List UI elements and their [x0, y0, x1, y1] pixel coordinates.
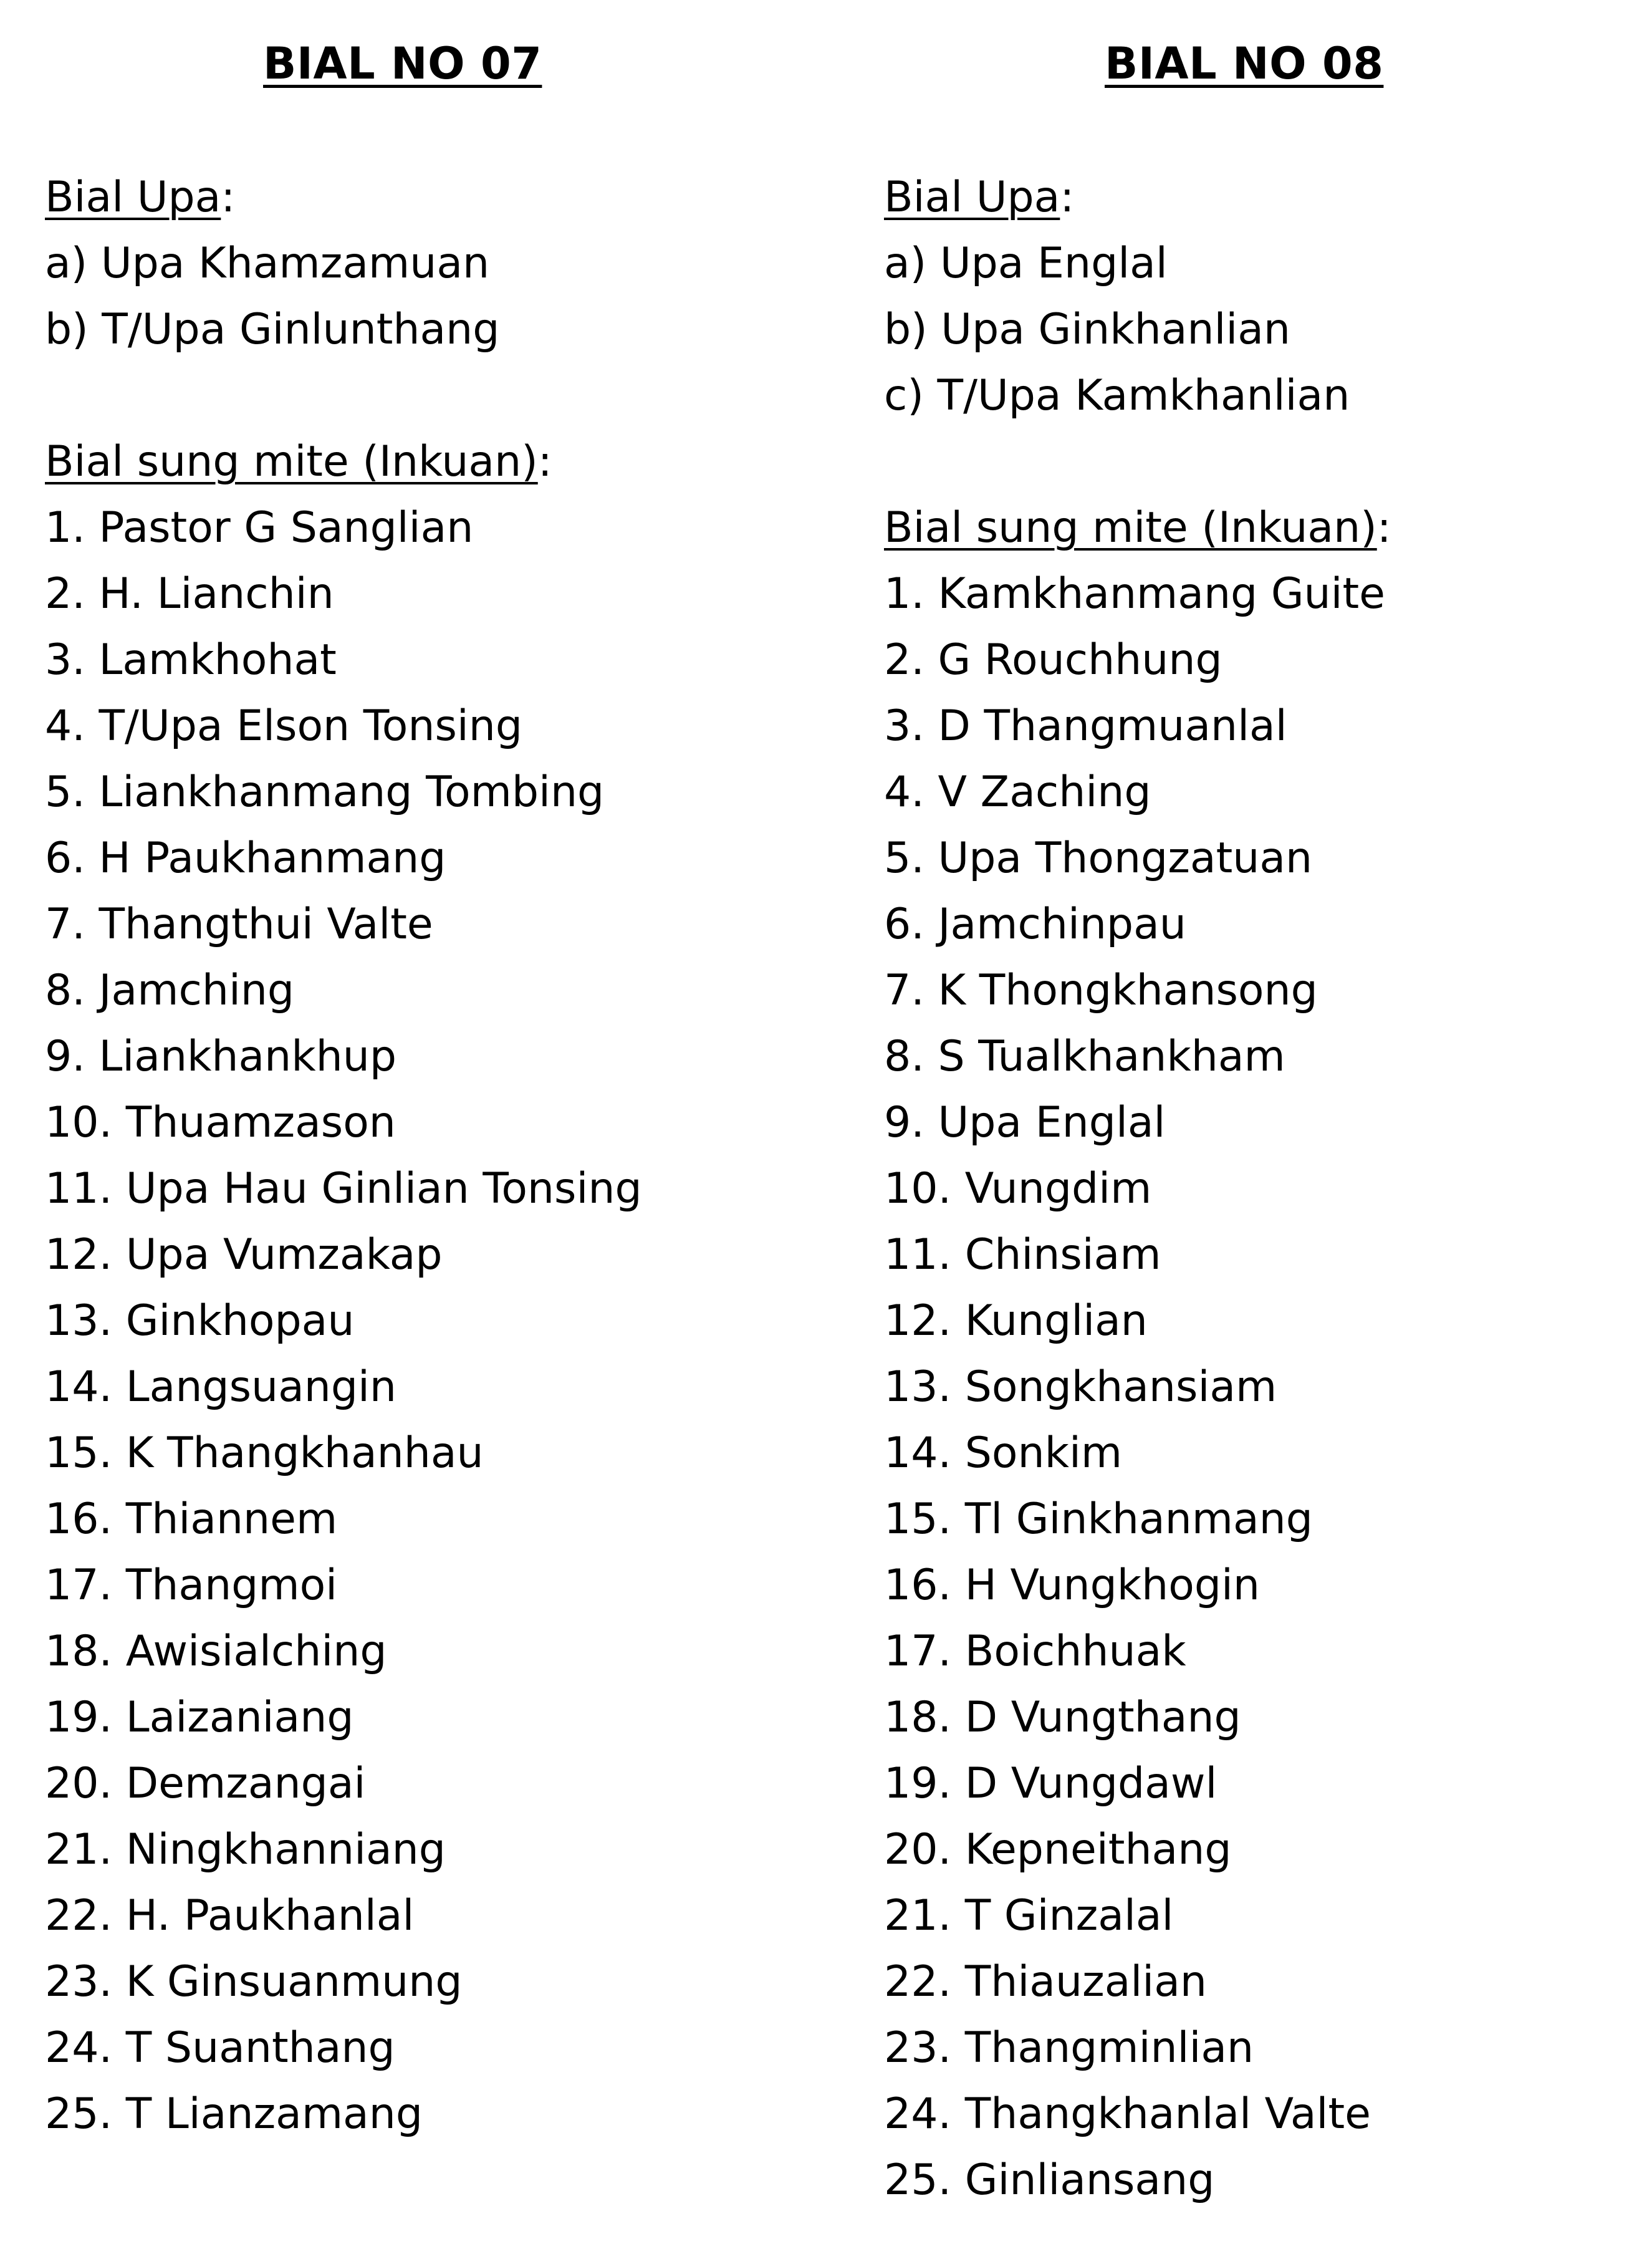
bial-08-members-title: Bial sung mite (Inkuan):: [884, 503, 1391, 552]
bial-08-member: 12. Kunglian: [884, 1296, 1148, 1346]
bial-07-member: 18. Awisialching: [45, 1627, 387, 1676]
bial-07-member: 22. H. Paukhanlal: [45, 1891, 415, 1940]
bial-07-member: 10. Thuamzason: [45, 1098, 396, 1147]
bial-07-member: 8. Jamching: [45, 966, 295, 1015]
bial-08-member: 18. D Vungthang: [884, 1693, 1241, 1742]
bial-07-member: 4. T/Upa Elson Tonsing: [45, 701, 523, 751]
bial-07-member: 19. Laizaniang: [45, 1693, 354, 1742]
bial-08-member: 10. Vungdim: [884, 1164, 1152, 1213]
bial-08-member: 17. Boichhuak: [884, 1627, 1186, 1676]
bial-07-member: 16. Thiannem: [45, 1495, 338, 1544]
bial-08-member: 13. Songkhansiam: [884, 1362, 1277, 1412]
bial-08-member: 1. Kamkhanmang Guite: [884, 569, 1386, 619]
bial-08-member: 16. H Vungkhogin: [884, 1561, 1261, 1610]
bial-08-member: 4. V Zaching: [884, 768, 1151, 817]
bial-07-members-title: Bial sung mite (Inkuan):: [45, 437, 552, 486]
bial-07-member: 21. Ningkhanniang: [45, 1825, 446, 1874]
bial-07-upa-item: b) T/Upa Ginlunthang: [45, 305, 500, 354]
bial-08-member: 19. D Vungdawl: [884, 1759, 1217, 1808]
bial-08-upa-item: a) Upa Englal: [884, 239, 1168, 288]
bial-07-upa-title: Bial Upa:: [45, 173, 236, 222]
bial-08-member: 14. Sonkim: [884, 1428, 1123, 1478]
bial-07-member: 2. H. Lianchin: [45, 569, 334, 619]
bial-08-upa-title: Bial Upa:: [884, 173, 1075, 222]
bial-07-member: 9. Liankhankhup: [45, 1032, 397, 1081]
bial-07-member: 5. Liankhanmang Tombing: [45, 768, 605, 817]
bial-08-upa-item: b) Upa Ginkhanlian: [884, 305, 1291, 354]
bial-08-member: 23. Thangminlian: [884, 2023, 1254, 2073]
bial-08-member: 24. Thangkhanlal Valte: [884, 2089, 1371, 2139]
bial-07-member: 24. T Suanthang: [45, 2023, 395, 2073]
bial-08-member: 25. Ginliansang: [884, 2155, 1215, 2205]
bial-07-member: 6. H Paukhanmang: [45, 834, 446, 883]
bial-07-member: 25. T Lianzamang: [45, 2089, 423, 2139]
bial-07-body: [45, 165, 642, 2147]
bial-08-heading: BIAL NO 08: [1105, 38, 1384, 89]
bial-08-member: 11. Chinsiam: [884, 1230, 1161, 1279]
bial-07-member: 7. Thangthui Valte: [45, 900, 433, 949]
bial-07-member: 17. Thangmoi: [45, 1561, 338, 1610]
bial-07-member: 15. K Thangkhanhau: [45, 1428, 484, 1478]
bial-08-upa-item: c) T/Upa Kamkhanlian: [884, 371, 1350, 420]
bial-08-member: 2. G Rouchhung: [884, 635, 1222, 685]
bial-08-member: 8. S Tualkhankham: [884, 1032, 1285, 1081]
bial-08-body: [884, 165, 1391, 2213]
bial-08-member: 21. T Ginzalal: [884, 1891, 1174, 1940]
bial-08-member: 22. Thiauzalian: [884, 1957, 1207, 2006]
bial-08-member: 3. D Thangmuanlal: [884, 701, 1287, 751]
bial-07-upa-item: a) Upa Khamzamuan: [45, 239, 490, 288]
bial-07-heading: BIAL NO 07: [263, 38, 542, 89]
bial-07-member: 11. Upa Hau Ginlian Tonsing: [45, 1164, 642, 1213]
bial-08-member: 5. Upa Thongzatuan: [884, 834, 1313, 883]
bial-08-member: 9. Upa Englal: [884, 1098, 1166, 1147]
bial-08-member: 15. Tl Ginkhanmang: [884, 1495, 1313, 1544]
bial-07-member: 14. Langsuangin: [45, 1362, 397, 1412]
bial-07-member: 1. Pastor G Sanglian: [45, 503, 474, 552]
bial-07-member: 13. Ginkhopau: [45, 1296, 355, 1346]
bial-07-member: 12. Upa Vumzakap: [45, 1230, 443, 1279]
bial-07-member: 23. K Ginsuanmung: [45, 1957, 463, 2006]
bial-08-member: 20. Kepneithang: [884, 1825, 1232, 1874]
bial-07-member: 3. Lamkhohat: [45, 635, 337, 685]
bial-08-member: 7. K Thongkhansong: [884, 966, 1318, 1015]
bial-07-member: 20. Demzangai: [45, 1759, 366, 1808]
bial-08-member: 6. Jamchinpau: [884, 900, 1186, 949]
